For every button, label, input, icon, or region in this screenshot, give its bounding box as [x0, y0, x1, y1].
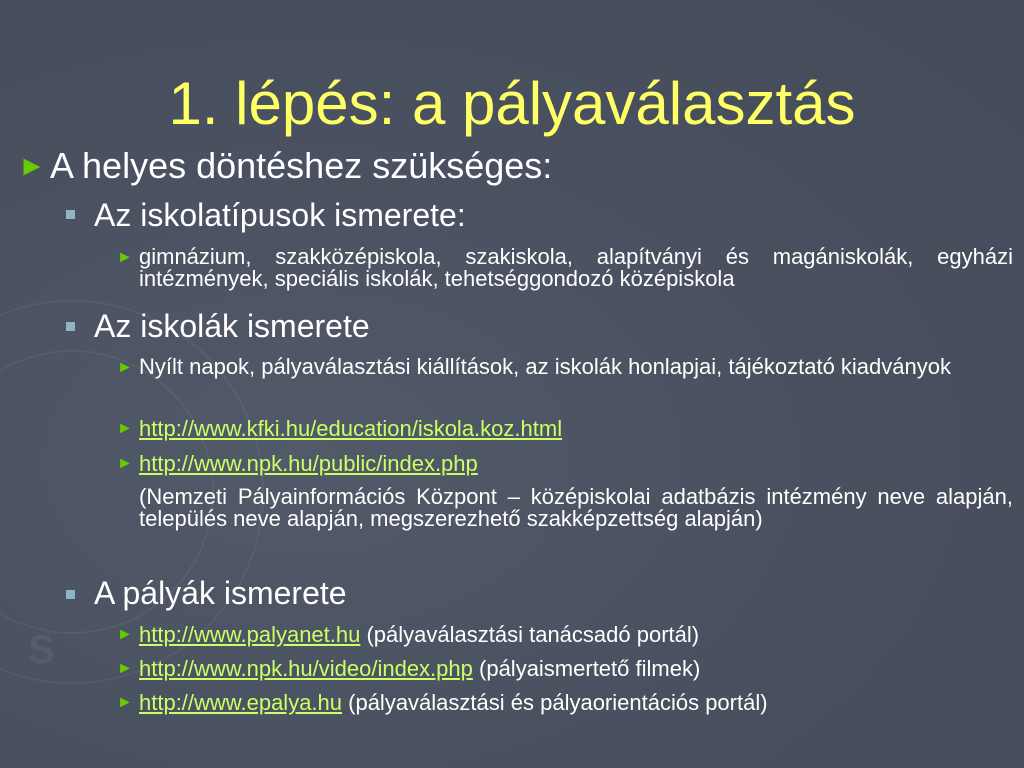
- section-heading-school-types: Az iskolatípusok ismerete:: [94, 197, 466, 233]
- link-kfki-text[interactable]: http://www.kfki.hu/education/iskola.koz.html: [139, 416, 563, 441]
- epalya-description: (pályaválasztási és pályaorientációs portál): [342, 690, 768, 715]
- green-triangle-icon: ►: [117, 249, 133, 266]
- palyanet-description: (pályaválasztási tanácsadó portál): [360, 622, 700, 647]
- green-triangle-icon: ►: [117, 660, 133, 677]
- npk-description: (Nemzeti Pályainformációs Központ – középiskolai adatbázis intézmény neve alapján, település neve alapján, megszerezhető szakképzettség alapján): [139, 484, 1013, 531]
- green-triangle-icon: ►: [18, 150, 46, 181]
- npk-video-description: (pályaismertető filmek): [472, 656, 701, 681]
- link-epalya[interactable]: http://www.epalya.hu: [139, 690, 343, 715]
- blue-square-icon: [66, 590, 75, 599]
- link-npk-public[interactable]: [139, 451, 478, 477]
- link-npk-public-text[interactable]: http://www.npk.hu/public/index.php: [139, 451, 478, 476]
- slide-title: 1. lépés: a pályaválasztás: [168, 70, 856, 137]
- link-palyanet[interactable]: http://www.palyanet.hu: [139, 622, 361, 647]
- green-triangle-icon: ►: [117, 694, 133, 711]
- green-triangle-icon: ►: [117, 626, 133, 643]
- green-triangle-icon: ►: [117, 420, 133, 437]
- school-types-list: gimnázium, szakközépiskola, szakiskola, alapítványi és magániskolák, egyházi intézmények, speciális iskolák, tehetséggondozó középiskola: [139, 244, 1013, 291]
- section-heading-careers: A pályák ismerete: [94, 575, 347, 611]
- green-triangle-icon: ►: [117, 359, 133, 376]
- blue-square-icon: [66, 322, 75, 331]
- career-item-npk-video: [139, 656, 700, 682]
- link-kfki[interactable]: [139, 416, 562, 442]
- career-item-palyanet: [139, 622, 699, 648]
- green-triangle-icon: ►: [117, 455, 133, 472]
- career-item-epalya: [139, 690, 768, 716]
- bullet-l1-text: A helyes döntéshez szükséges:: [50, 145, 553, 186]
- link-npk-video[interactable]: http://www.npk.hu/video/index.php: [139, 656, 473, 681]
- blue-square-icon: [66, 210, 75, 219]
- background-compass-letter: S: [28, 628, 55, 672]
- section-heading-schools: Az iskolák ismerete: [94, 308, 370, 344]
- schools-info-text: Nyílt napok, pályaválasztási kiállítások, az iskolák honlapjai, tájékoztató kiadványok: [139, 354, 951, 379]
